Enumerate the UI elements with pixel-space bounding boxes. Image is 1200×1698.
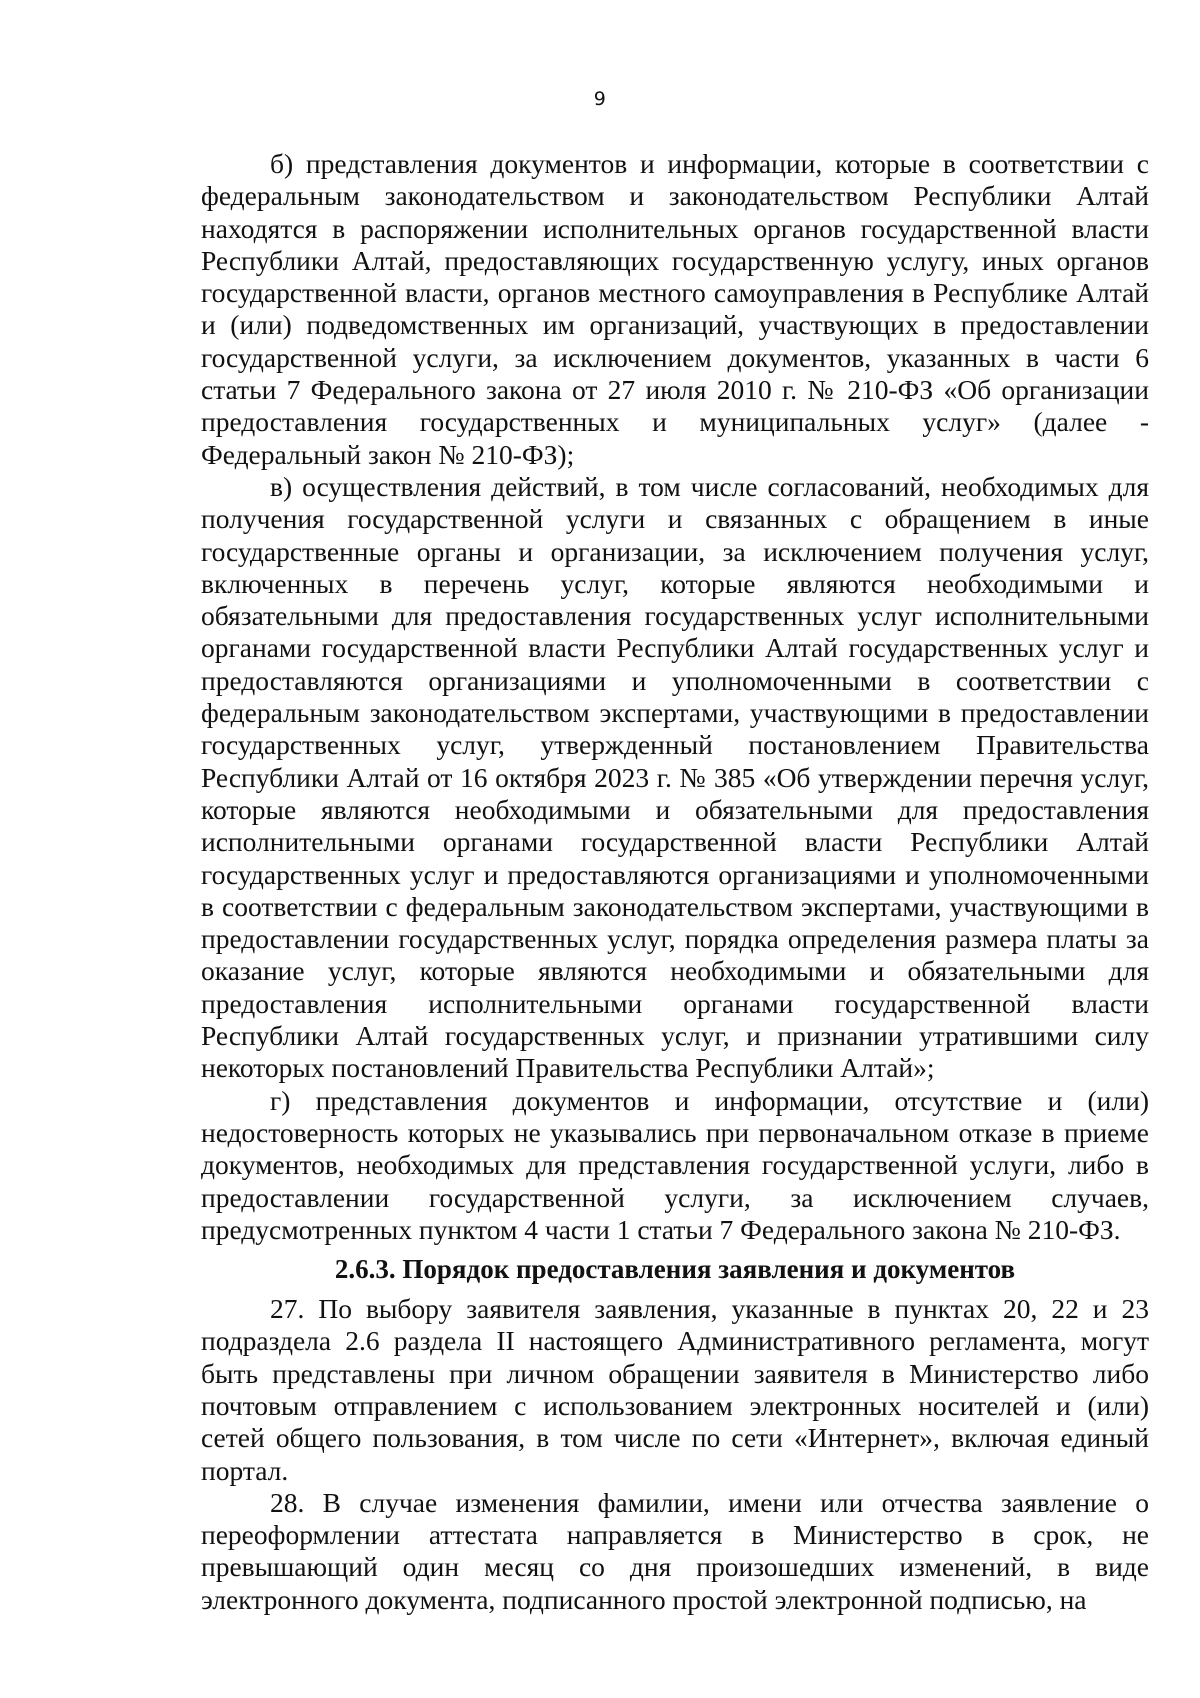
page-number: 9 — [593, 88, 607, 110]
section-heading: 2.6.3. Порядок предоставления заявления и документов — [334, 1254, 1016, 1285]
paragraph-v: в) осуществления действий, в том числе согласований, необходимых для получения государственной услуги и связанных с обращением в иные государственные органы и организации, за исключением получения услуг, включенных в перечень услуг, которые являются необходимыми и обязательными для предоставления государственных услуг исполнительными органами государственной власти Республики Алтай государственных услуг и предоставляются организациями и уполномоченными в соответствии с федеральным законодательством экспертами, участвующими в предоставлении государственных услуг, утвержденный постановлением Правительства Республики Алтай от 16 октября 2023 г. № 385 «Об утверждении перечня услуг, которые являются необходимыми и обязательными для предоставления исполнительными органами государственной власти Республики Алтай государственных услуг и предоставляются организациями и уполномоченными в соответствии с федеральным законодательством экспертами, участвующими в предоставлении государственных услуг, порядка определения размера платы за оказание услуг, которые являются необходимыми и обязательными для предоставления исполнительными органами государственной власти Республики Алтай государственных услуг, и признании утратившими силу некоторых постановлений Правительства Республики Алтай»; — [201, 470, 1149, 1084]
document-body — [201, 148, 1149, 1616]
paragraph-g: г) представления документов и информации, отсутствие и (или) недостоверность которых не указывались при первоначальном отказе в приеме документов, необходимых для представления государственной услуги, либо в предоставлении государственной услуги, за исключением случаев, предусмотренных пунктом 4 части 1 статьи 7 Федерального закона № 210-ФЗ. — [201, 1084, 1149, 1245]
paragraph-27: 27. По выбору заявителя заявления, указанные в пунктах 20, 22 и 23 подраздела 2.6 раздела II настоящего Административного регламента, могут быть представлены при личном обращении заявителя в Министерство либо почтовым отправлением с использованием электронных носителей и (или) сетей общего пользования, в том числе по сети «Интернет», включая единый портал. — [201, 1293, 1149, 1486]
paragraph-28: 28. В случае изменения фамилии, имени или отчества заявление о переоформлении аттестата направляется в Министерство в срок, не превышающий один месяц со дня произошедших изменений, в виде электронного документа, подписанного простой электронной подписью, на — [201, 1486, 1149, 1615]
paragraph-b: б) представления документов и информации, которые в соответствии с федеральным законодательством и законодательством Республики Алтай находятся в распоряжении исполнительных органов государственной власти Республики Алтай, предоставляющих государственную услугу, иных органов государственной власти, органов местного самоуправления в Республике Алтай и (или) подведомственных им организаций, участвующих в предоставлении государственной услуги, за исключением документов, указанных в части 6 статьи 7 Федерального закона от 27 июля 2010 г. № 210-ФЗ «Об организации предоставления государственных и муниципальных услуг» (далее - Федеральный закон № 210-ФЗ); — [201, 148, 1149, 470]
